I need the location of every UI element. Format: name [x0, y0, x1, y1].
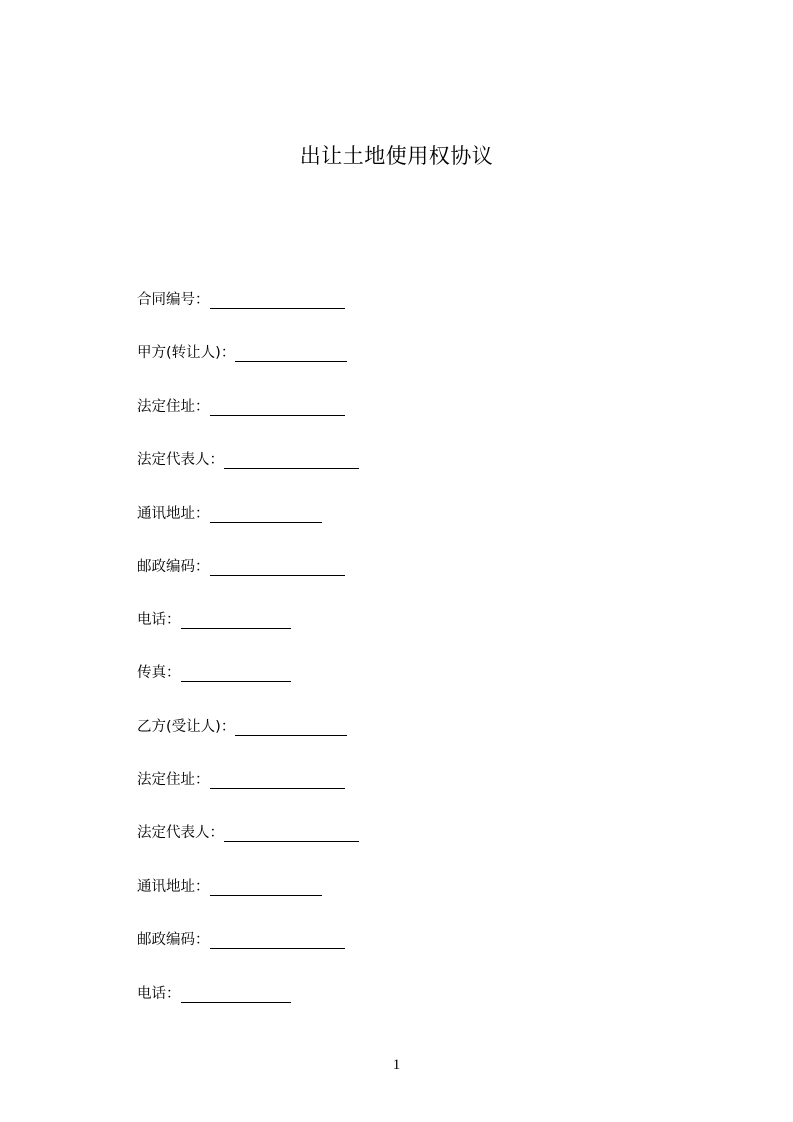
- party-b-postal-code-field: [137, 928, 345, 952]
- contract-number-blank[interactable]: [210, 290, 345, 309]
- party-b-postal-code-blank[interactable]: [210, 930, 345, 949]
- party-a-label: 甲方(转让人)：: [137, 345, 236, 361]
- party-b-legal-address-label: 法定住址：: [137, 772, 210, 788]
- party-a-phone-label: 电话：: [137, 612, 181, 628]
- party-b-legal-address-field: [137, 768, 345, 792]
- party-b-phone-label: 电话：: [137, 986, 181, 1002]
- party-a-legal-address-blank[interactable]: [210, 397, 345, 416]
- party-a-blank[interactable]: [235, 343, 347, 362]
- party-a-fax-label: 传真：: [137, 665, 181, 681]
- party-b-mailing-address-label: 通讯地址：: [137, 879, 210, 895]
- contract-number-label: 合同编号：: [137, 292, 210, 308]
- page-number: 1: [392, 1057, 401, 1073]
- party-b-phone-blank[interactable]: [181, 984, 291, 1003]
- party-b-mailing-address-blank[interactable]: [210, 877, 322, 896]
- party-a-postal-code-blank[interactable]: [210, 557, 345, 576]
- party-a-mailing-address-label: 通讯地址：: [137, 506, 210, 522]
- party-b-phone-field: [137, 982, 291, 1006]
- party-a-legal-representative-field: [137, 448, 359, 472]
- party-b-mailing-address-field: [137, 875, 322, 899]
- party-a-field: [137, 341, 347, 365]
- party-a-legal-representative-blank[interactable]: [224, 450, 359, 469]
- party-a-legal-representative-label: 法定代表人：: [137, 452, 224, 468]
- party-b-legal-address-blank[interactable]: [210, 770, 345, 789]
- party-b-legal-representative-field: [137, 821, 359, 845]
- party-b-blank[interactable]: [235, 717, 347, 736]
- party-a-mailing-address-field: [137, 502, 322, 526]
- contract-number-field: [137, 288, 345, 312]
- party-a-postal-code-field: [137, 555, 345, 579]
- party-a-fax-blank[interactable]: [181, 663, 291, 682]
- party-b-legal-representative-label: 法定代表人：: [137, 825, 224, 841]
- party-a-legal-address-label: 法定住址：: [137, 399, 210, 415]
- party-a-fax-field: [137, 661, 291, 685]
- party-a-mailing-address-blank[interactable]: [210, 504, 322, 523]
- party-b-label: 乙方(受让人)：: [137, 719, 236, 735]
- party-a-phone-blank[interactable]: [181, 610, 291, 629]
- party-a-phone-field: [137, 608, 291, 632]
- party-b-field: [137, 715, 347, 739]
- party-b-legal-representative-blank[interactable]: [224, 823, 359, 842]
- party-a-postal-code-label: 邮政编码：: [137, 559, 210, 575]
- party-a-legal-address-field: [137, 395, 345, 419]
- party-b-postal-code-label: 邮政编码：: [137, 932, 210, 948]
- document-title: 出让土地使用权协议: [299, 144, 494, 168]
